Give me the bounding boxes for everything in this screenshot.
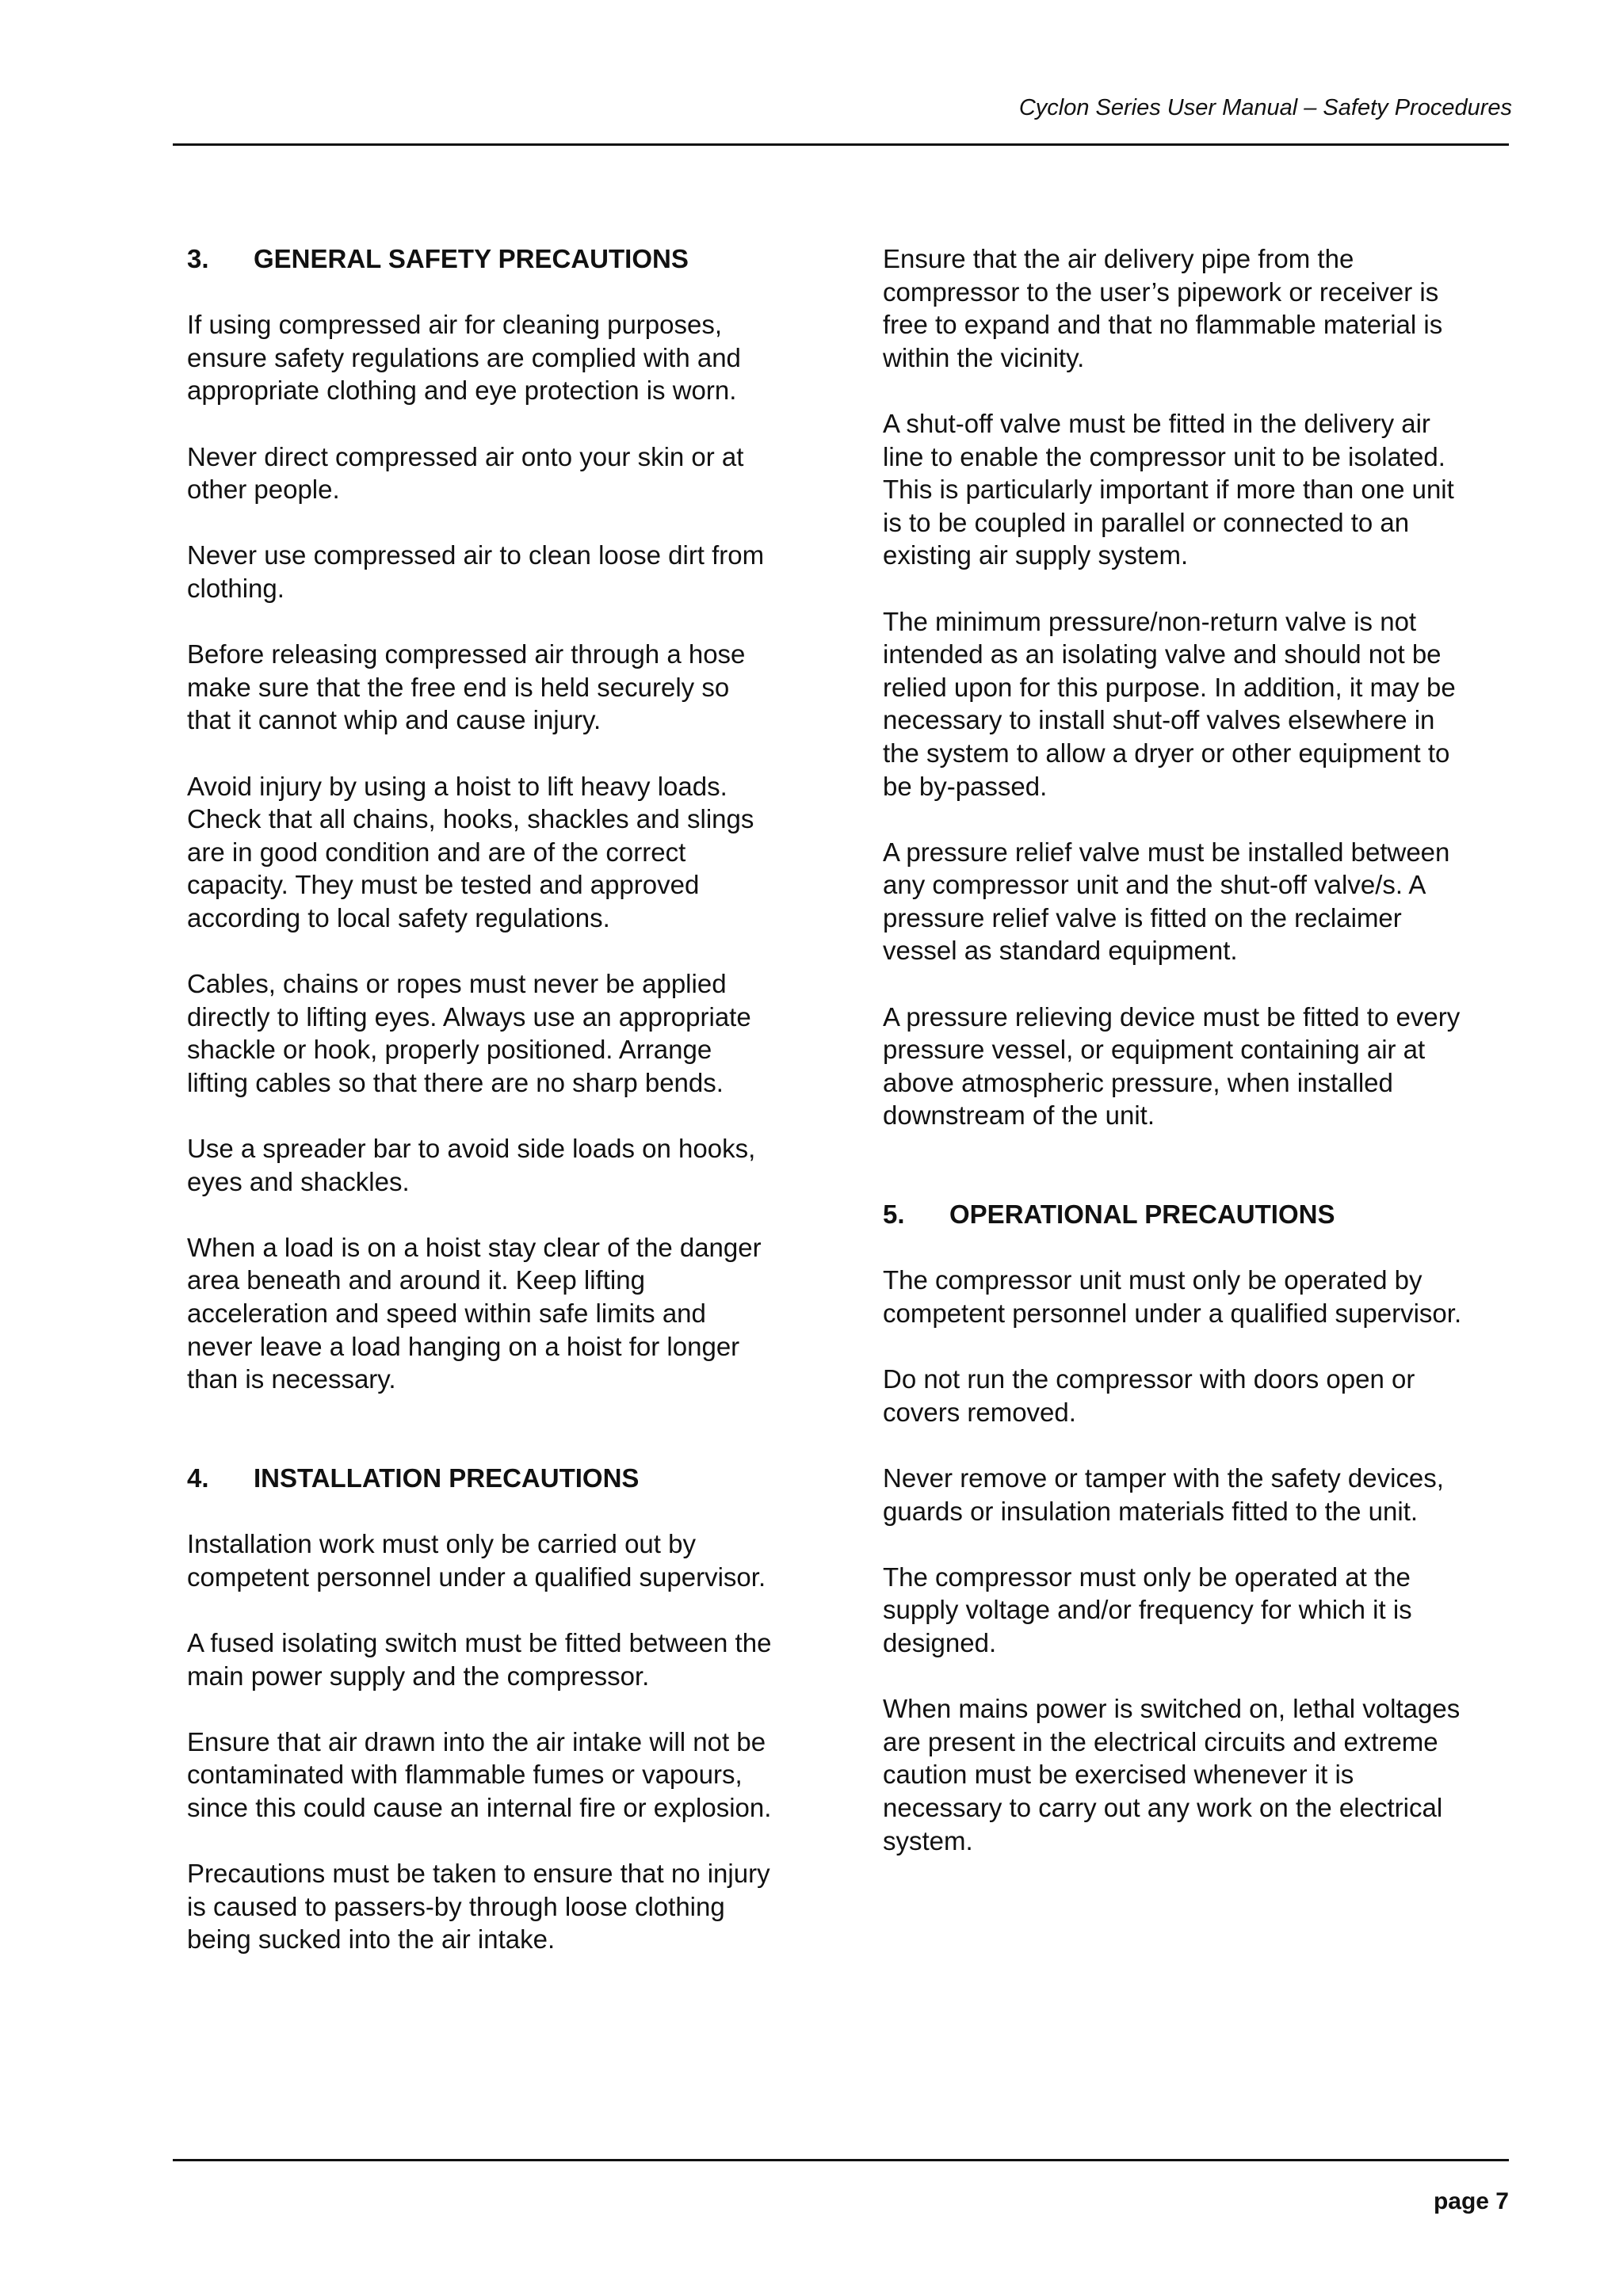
running-header: Cyclon Series User Manual – Safety Procedures xyxy=(1018,95,1512,120)
header-rule xyxy=(173,143,1509,146)
paragraph: Ensure that air drawn into the air intake will not be contaminated with flammable fumes or vapours, since this could cause an internal fire or explosion. xyxy=(187,1726,772,1822)
left-column xyxy=(187,242,821,1989)
paragraph: Use a spreader bar to avoid side loads on hooks, eyes and shackles. xyxy=(187,1134,756,1196)
right-column xyxy=(883,242,1517,1890)
section-3-number: 3. xyxy=(187,244,209,273)
paragraph: Installation work must only be carried out by competent personnel under a qualified supervisor. xyxy=(187,1529,766,1592)
paragraph: The minimum pressure/non-return valve is not intended as an isolating valve and should not be relied upon for this purpose. In addition, it may be necessary to install shut-off valves elsewhere in the system to allow a dryer or other equipment to be by-passed. xyxy=(883,606,1456,801)
paragraph: When a load is on a hoist stay clear of the danger area beneath and around it. Keep lifting acceleration and speed within safe limits and never leave a load hanging on a hoist for longer than is necessary. xyxy=(187,1232,762,1394)
paragraph: A pressure relief valve must be installed between any compressor unit and the shut-off valve/s. A pressure relief valve is fitted on the reclaimer vessel as standard equipment. xyxy=(883,837,1450,966)
paragraph: The compressor must only be operated at the supply voltage and/or frequency for which it is designed. xyxy=(883,1562,1412,1657)
paragraph: Cables, chains or ropes must never be applied directly to lifting eyes. Always use an appropriate shackle or hook, properly positioned. Arrange lifting cables so that there are no sharp bends. xyxy=(187,969,751,1097)
paragraph: When mains power is switched on, lethal voltages are present in the electrical circuits and extreme caution must be exercised whenever it is necessary to carry out any work on the electrical system. xyxy=(883,1694,1461,1855)
paragraph: Never direct compressed air onto your skin or at other people. xyxy=(187,441,744,505)
section-4-title: INSTALLATION PRECAUTIONS xyxy=(254,1463,640,1493)
section-5-heading xyxy=(883,1198,1517,1231)
footer-rule xyxy=(173,2159,1509,2161)
paragraph: Avoid injury by using a hoist to lift heavy loads. Check that all chains, hooks, shackles and slings are in good condition and are of the correct capacity. They must be tested and approved according to local safety regulations. xyxy=(187,771,754,933)
paragraph: A pressure relieving device must be fitted to every pressure vessel, or equipment containing air at above atmospheric pressure, when installed downstream of the unit. xyxy=(883,1001,1461,1131)
section-spacer xyxy=(883,1165,1517,1199)
paragraph: A shut-off valve must be fitted in the delivery air line to enable the compressor unit to be isolated. This is particularly important if more than one unit is to be coupled in parallel or connected to an existing air supply system. xyxy=(883,408,1454,570)
paragraph: Ensure that the air delivery pipe from the compressor to the user’s pipework or receiver is free to expand and that no flammable material is within the vicinity. xyxy=(883,244,1443,372)
section-4-heading xyxy=(187,1462,821,1495)
paragraph: Before releasing compressed air through a hose make sure that the free end is held securely so that it cannot whip and cause injury. xyxy=(187,639,746,735)
paragraph: The compressor unit must only be operated by competent personnel under a qualified supervisor. xyxy=(883,1265,1462,1328)
paragraph: If using compressed air for cleaning purposes, ensure safety regulations are complied with and appropriate clothing and eye protection is worn. xyxy=(187,310,741,406)
paragraph: Never remove or tamper with the safety devices, guards or insulation materials fitted to the unit. xyxy=(883,1463,1444,1526)
section-3-heading xyxy=(187,242,821,276)
paragraph: Do not run the compressor with doors open or covers removed. xyxy=(883,1364,1415,1427)
paragraph: A fused isolating switch must be fitted between the main power supply and the compressor. xyxy=(187,1627,772,1691)
section-5-title: OPERATIONAL PRECAUTIONS xyxy=(949,1199,1335,1230)
section-spacer xyxy=(187,1428,821,1462)
paragraph: Precautions must be taken to ensure that no injury is caused to passers-by through loose clothing being sucked into the air intake. xyxy=(187,1859,770,1955)
section-4-number: 4. xyxy=(187,1463,209,1493)
paragraph: Never use compressed air to clean loose dirt from clothing. xyxy=(187,540,765,603)
section-3-title: GENERAL SAFETY PRECAUTIONS xyxy=(254,244,689,273)
section-5-number: 5. xyxy=(883,1199,905,1230)
page-number: page 7 xyxy=(1433,2188,1509,2214)
